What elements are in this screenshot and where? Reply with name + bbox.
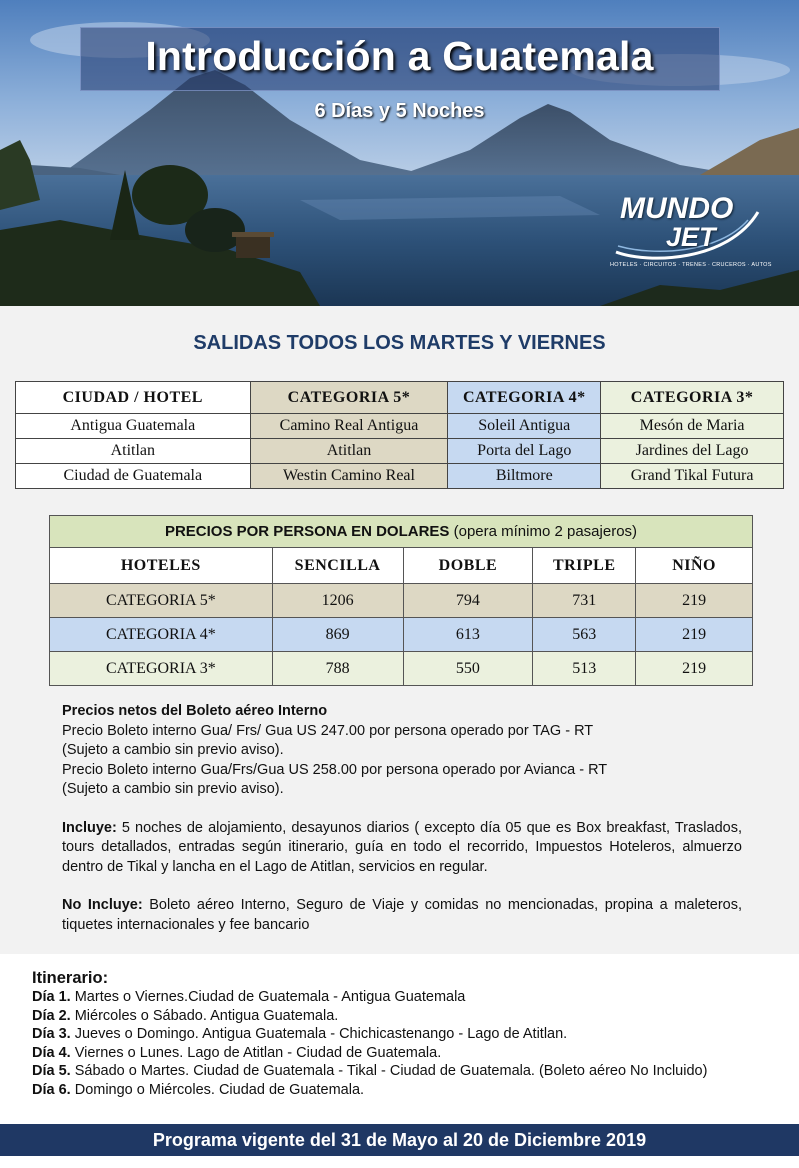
table-cell: Soleil Antigua bbox=[448, 414, 601, 439]
incluye-text: 5 noches de alojamiento, desayunos diarios ( excepto día 05 que es Box breakfast, Traslados, tours detallados, entradas según itinerario, guía en todo el recorrido, Impuestos Hoteleros, almuerzo dentro de Tikal y lancha en el Lago de Atitlan, servicios en regular. bbox=[62, 819, 742, 875]
table-row bbox=[16, 439, 784, 464]
table-row bbox=[16, 464, 784, 489]
boleto-title: Precios netos del Boleto aéreo Interno bbox=[62, 703, 328, 719]
mundojet-logo bbox=[608, 192, 772, 278]
day-label: Día 2. bbox=[32, 1007, 71, 1024]
table-cell: Atitlan bbox=[16, 439, 251, 464]
prices-table bbox=[49, 515, 753, 686]
itinerary bbox=[32, 968, 792, 1099]
departures-heading: SALIDAS TODOS LOS MARTES Y VIERNES bbox=[193, 332, 606, 354]
incluye-paragraph bbox=[62, 819, 742, 878]
boleto-line: Precio Boleto interno Gua/ Frs/ Gua US 247.00 por persona operado por TAG - RT bbox=[62, 722, 594, 739]
col-header-doble: DOBLE bbox=[403, 548, 533, 584]
no-incluye-text: Boleto aéreo Interno, Seguro de Viaje y comidas no mencionadas, propina a maleteros, tiquetes internacionales y fee bancario bbox=[62, 897, 742, 933]
day-text: Martes o Viernes.Ciudad de Guatemala - Antigua Guatemala bbox=[70, 989, 466, 1005]
table-cell: Mesón de Maria bbox=[601, 414, 784, 439]
notes-block bbox=[62, 702, 742, 935]
hero-banner bbox=[0, 0, 799, 306]
col-header-cat3: CATEGORIA 3* bbox=[601, 382, 784, 414]
itinerary-day bbox=[32, 1007, 792, 1026]
itinerary-day bbox=[32, 988, 792, 1007]
table-cell: Jardines del Lago bbox=[601, 439, 784, 464]
boleto-line: Precio Boleto interno Gua/Frs/Gua US 258.00 por persona operado por Avianca - RT bbox=[62, 761, 608, 778]
table-row bbox=[50, 618, 753, 652]
itinerary-day bbox=[32, 1062, 792, 1081]
day-text: Sábado o Martes. Ciudad de Guatemala - Tikal - Ciudad de Guatemala. (Boleto aéreo No Incluido) bbox=[70, 1063, 708, 1079]
prices-table-header bbox=[50, 548, 753, 584]
table-row bbox=[50, 584, 753, 618]
caption-bold: PRECIOS POR PERSONA EN DOLARES bbox=[164, 523, 450, 540]
logo-word-jet: JET bbox=[666, 222, 716, 252]
table-cell: 219 bbox=[636, 584, 753, 618]
table-cell: 219 bbox=[636, 652, 753, 686]
day-text: Domingo o Miércoles. Ciudad de Guatemala. bbox=[70, 1081, 365, 1098]
col-header-cat5: CATEGORIA 5* bbox=[250, 382, 448, 414]
col-header-nino: NIÑO bbox=[636, 548, 753, 584]
table-cell: 869 bbox=[272, 618, 403, 652]
table-cell: 613 bbox=[403, 618, 533, 652]
table-cell: 550 bbox=[403, 652, 533, 686]
day-text: Jueves o Domingo. Antigua Guatemala - Chichicastenango - Lago de Atitlan. bbox=[70, 1026, 568, 1042]
no-incluye-paragraph bbox=[62, 896, 742, 935]
table-cell: 563 bbox=[533, 618, 636, 652]
no-incluye-label: No Incluye: bbox=[62, 897, 143, 913]
table-cell: Antigua Guatemala bbox=[16, 414, 251, 439]
day-label: Día 3. bbox=[32, 1026, 71, 1042]
day-label: Día 4. bbox=[32, 1044, 71, 1061]
logo-word-mundo: MUNDO bbox=[620, 192, 734, 225]
table-cell: 794 bbox=[403, 584, 533, 618]
table-cell: Westin Camino Real bbox=[250, 464, 448, 489]
table-cell: CATEGORIA 3* bbox=[50, 652, 273, 686]
itinerary-day bbox=[32, 1044, 792, 1063]
table-cell: 219 bbox=[636, 618, 753, 652]
col-header-ciudad: CIUDAD / HOTEL bbox=[16, 382, 251, 414]
page-subtitle: 6 Días y 5 Noches bbox=[314, 100, 485, 122]
table-cell: Biltmore bbox=[448, 464, 601, 489]
table-cell: 1206 bbox=[272, 584, 403, 618]
table-cell: Atitlan bbox=[250, 439, 448, 464]
table-cell: 513 bbox=[533, 652, 636, 686]
itinerary-title: Itinerario: bbox=[32, 969, 109, 987]
day-label: Día 1. bbox=[32, 989, 71, 1005]
itinerary-day bbox=[32, 1025, 792, 1044]
validity-footer: Programa vigente del 31 de Mayo al 20 de Diciembre 2019 bbox=[0, 1124, 799, 1156]
table-row bbox=[50, 652, 753, 686]
incluye-label: Incluye: bbox=[62, 819, 117, 836]
col-header-sencilla: SENCILLA bbox=[272, 548, 403, 584]
table-row bbox=[16, 414, 784, 439]
page-title: Introducción a Guatemala bbox=[145, 33, 654, 79]
boleto-line: (Sujeto a cambio sin previo aviso). bbox=[62, 781, 284, 797]
day-label: Día 6. bbox=[32, 1081, 71, 1098]
day-text: Miércoles o Sábado. Antigua Guatemala. bbox=[70, 1007, 339, 1024]
day-text: Viernes o Lunes. Lago de Atitlan - Ciudad de Guatemala. bbox=[70, 1044, 442, 1061]
col-header-cat4: CATEGORIA 4* bbox=[448, 382, 601, 414]
boleto-line: (Sujeto a cambio sin previo aviso). bbox=[62, 742, 284, 758]
hotels-table-header bbox=[16, 382, 784, 414]
table-cell: Porta del Lago bbox=[448, 439, 601, 464]
itinerary-day bbox=[32, 1081, 792, 1100]
table-cell: Ciudad de Guatemala bbox=[16, 464, 251, 489]
col-header-triple: TRIPLE bbox=[533, 548, 636, 584]
table-cell: CATEGORIA 4* bbox=[50, 618, 273, 652]
hotels-table bbox=[15, 381, 784, 489]
caption-rest: (opera mínimo 2 pasajeros) bbox=[449, 523, 638, 540]
prices-table-caption bbox=[50, 516, 753, 548]
logo-tagline: HOTELES · CIRCUITOS · TRENES · CRUCEROS · AUTOS bbox=[610, 262, 772, 268]
table-cell: Camino Real Antigua bbox=[250, 414, 448, 439]
table-cell: Grand Tikal Futura bbox=[601, 464, 784, 489]
table-cell: 788 bbox=[272, 652, 403, 686]
table-cell: 731 bbox=[533, 584, 636, 618]
table-cell: CATEGORIA 5* bbox=[50, 584, 273, 618]
col-header-hoteles: HOTELES bbox=[50, 548, 273, 584]
day-label: Día 5. bbox=[32, 1063, 71, 1079]
